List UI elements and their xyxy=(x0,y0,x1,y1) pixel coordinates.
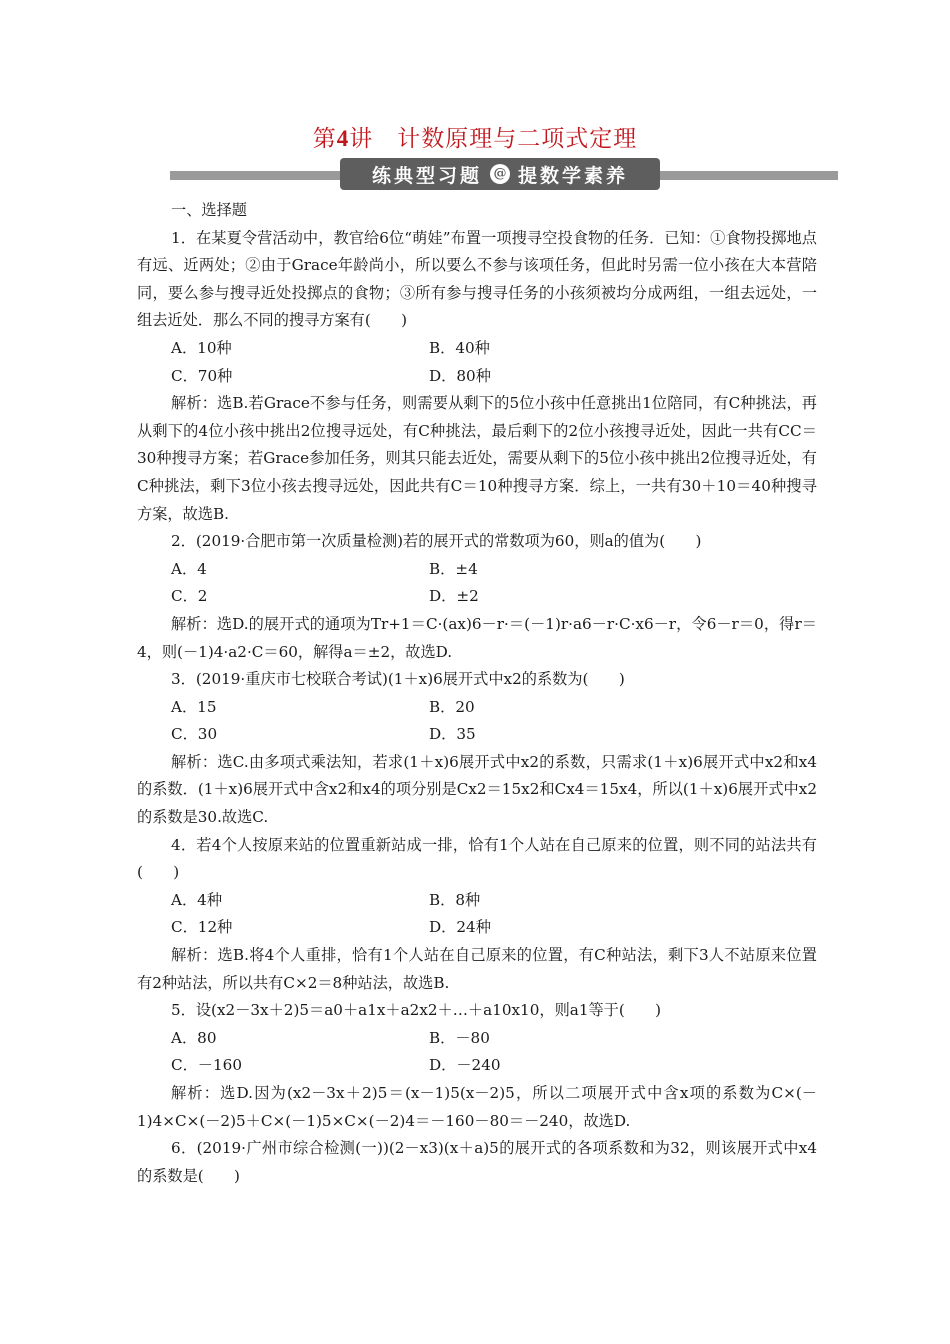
question-3-analysis: 解析：选C.由多项式乘法知，若求(1＋x)6展开式中x2的系数，只需求(1＋x)6展开式中x2和x4的系数．(1＋x)6展开式中含x2和x4的项分别是Cx2＝15x2和Cx4＝15x4，所以(1＋x)6展开式中x2的系数是30.故选C. xyxy=(137,752,817,827)
option-a: A．15 xyxy=(171,697,217,716)
question-4-options-row1 xyxy=(137,887,817,915)
option-d: D．80种 xyxy=(429,366,491,385)
title-number: 4 xyxy=(336,126,350,151)
option-a: A．4种 xyxy=(171,890,223,909)
banner-right-text: 提数学素养 xyxy=(518,164,629,187)
option-c: C．70种 xyxy=(171,366,233,385)
question-5-options-row2 xyxy=(137,1052,817,1080)
question-2-stem: 2．(2019·合肥市第一次质量检测)若的展开式的常数项为60，则a的值为( ) xyxy=(171,532,702,551)
option-b: B．±4 xyxy=(429,559,478,578)
question-1-options-row2 xyxy=(137,363,817,391)
option-b: B．－80 xyxy=(429,1028,490,1047)
question-5-stem: 5．设(x2－3x＋2)5＝a0＋a1x＋a2x2＋…＋a10x10，则a1等于( ) xyxy=(171,1001,662,1020)
document-body xyxy=(137,197,817,1190)
banner-rule-right xyxy=(660,171,838,180)
question-3-stem: 3．(2019·重庆市七校联合考试)(1＋x)6展开式中x2的系数为( ) xyxy=(171,670,625,689)
page-title xyxy=(0,120,950,153)
banner-rule-left xyxy=(170,171,340,180)
question-2-options-row1 xyxy=(137,556,817,584)
banner-left-text: 练典型习题 xyxy=(371,164,482,187)
question-5-analysis: 解析：选D.因为(x2－3x＋2)5＝(x－1)5(x－2)5，所以二项展开式中含x项的系数为C×(－1)4×C×(－2)5＋C×(－1)5×C×(－2)4＝－160－80＝－240，故选D. xyxy=(137,1084,817,1130)
title-text: 讲 计数原理与二项式定理 xyxy=(349,126,638,152)
question-5-options-row1 xyxy=(137,1025,817,1053)
question-1-analysis: 解析：选B.若Grace不参与任务，则需要从剩下的5位小孩中任意挑出1位陪同，有C种挑法，再从剩下的4位小孩中挑出2位搜寻远处，有C种挑法，最后剩下的2位小孩搜寻近处，因此一共有CC＝30种搜寻方案；若Grace参加任务，则其只能去近处，需要从剩下的5位小孩中挑出2位搜寻近处，有C种挑法，剩下3位小孩去搜寻远处，因此共有C＝10种搜寻方案．综上，一共有30＋10＝40种搜寻方案，故选B. xyxy=(137,394,817,523)
question-1-stem: 1．在某夏令营活动中，教官给6位“萌娃”布置一项搜寻空投食物的任务．已知：①食物投掷地点有远、近两处；②由于Grace年龄尚小，所以要么不参与该项任务，但此时另需一位小孩在大本营陪同，要么参与搜寻近处投掷点的食物；③所有参与搜寻任务的小孩须被均分成两组，一组去远处，一组去近处．那么不同的搜寻方案有( ) xyxy=(137,228,817,330)
option-b: B．20 xyxy=(429,697,475,716)
question-2-options-row2 xyxy=(137,583,817,611)
option-c: C．－160 xyxy=(171,1056,242,1075)
question-3-options-row2 xyxy=(137,721,817,749)
banner-pill xyxy=(340,158,660,190)
question-2-analysis: 解析：选D.的展开式的通项为Tr+1＝C·(ax)6－r·＝(－1)r·a6－r·C·x6－r，令6－r＝0，得r＝4，则(－1)4·a2·C＝60，解得a＝±2，故选D. xyxy=(137,614,817,661)
title-prefix: 第 xyxy=(312,126,337,152)
option-b: B．40种 xyxy=(429,338,490,357)
question-4-options-row2 xyxy=(137,914,817,942)
question-3-options-row1 xyxy=(137,694,817,722)
option-d: D．±2 xyxy=(429,587,479,606)
option-d: D．24种 xyxy=(429,918,491,937)
question-1-options-row1 xyxy=(137,335,817,363)
option-a: A．4 xyxy=(171,559,207,578)
section-banner xyxy=(170,158,838,192)
question-4-stem: 4．若4个人按原来站的位置重新站成一排，恰有1个人站在自己原来的位置，则不同的站法共有( ) xyxy=(137,835,817,882)
section-heading: 一、选择题 xyxy=(171,201,247,219)
option-a: A．80 xyxy=(171,1028,217,1047)
option-b: B．8种 xyxy=(429,890,481,909)
option-c: C．2 xyxy=(171,587,208,606)
option-c: C．12种 xyxy=(171,918,233,937)
banner-badge-icon: @ xyxy=(490,164,510,184)
question-4-analysis: 解析：选B.将4个人重排，恰有1个人站在自己原来的位置，有C种站法，剩下3人不站原来位置有2种站法，所以共有C×2＝8种站法，故选B. xyxy=(137,946,817,992)
question-6-stem: 6．(2019·广州市综合检测(一))(2－x3)(x＋a)5的展开式的各项系数和为32，则该展开式中x4的系数是( ) xyxy=(137,1139,817,1185)
option-d: D．35 xyxy=(429,725,476,744)
option-c: C．30 xyxy=(171,725,218,744)
option-d: D．－240 xyxy=(429,1056,501,1075)
option-a: A．10种 xyxy=(171,338,232,357)
